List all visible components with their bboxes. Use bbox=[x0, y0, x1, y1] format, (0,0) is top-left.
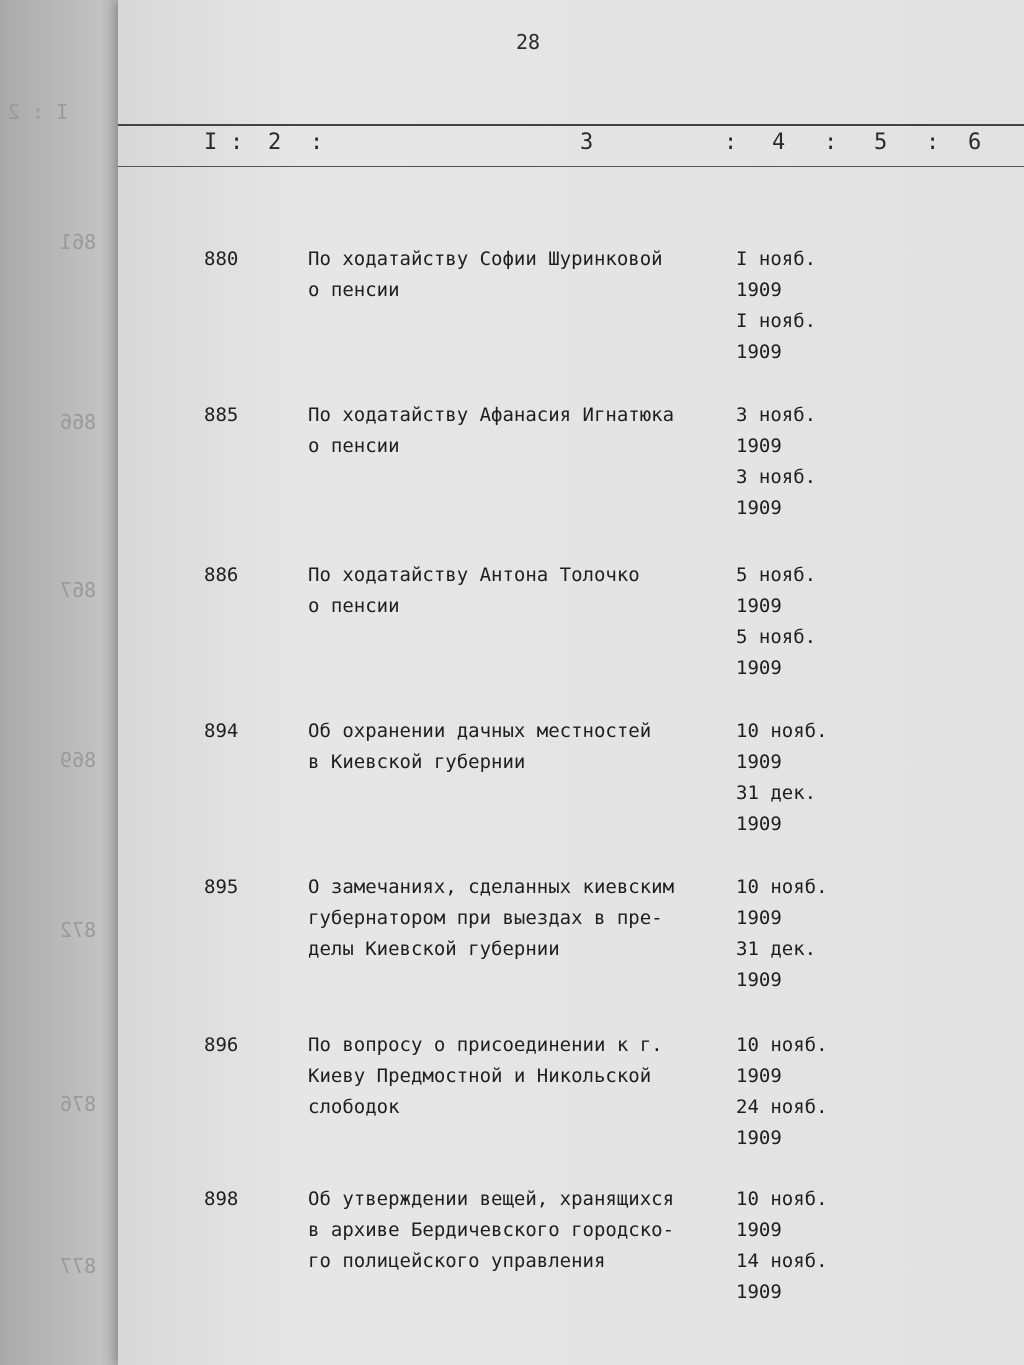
column-header-5: 5 bbox=[874, 130, 889, 155]
date-start: 5 нояб. bbox=[736, 564, 817, 586]
date-end: 31 дек. bbox=[736, 938, 817, 960]
ghost-number: 861 bbox=[60, 230, 97, 254]
header-top-rule bbox=[118, 124, 1024, 126]
header-bottom-rule bbox=[118, 166, 1024, 167]
year-start: 1909 bbox=[736, 751, 782, 773]
record-dates bbox=[736, 1184, 846, 1308]
record-dates bbox=[736, 560, 846, 684]
column-separator: : bbox=[824, 130, 839, 155]
year-end: 1909 bbox=[736, 813, 782, 835]
date-end: 14 нояб. bbox=[736, 1250, 828, 1272]
column-separator: : bbox=[230, 130, 245, 155]
record-title: О замечаниях, сделанных киевским губернатором при выездах в пре- делы Киевской губернии bbox=[308, 876, 675, 960]
year-start: 1909 bbox=[736, 1219, 782, 1241]
record-number: 898 bbox=[204, 1188, 239, 1210]
record-number: 896 bbox=[204, 1034, 239, 1056]
page-number: 28 bbox=[516, 30, 541, 54]
ghost-number: 877 bbox=[60, 1254, 97, 1278]
date-end: 31 дек. bbox=[736, 782, 817, 804]
record-title: По ходатайству Афанасия Игнатюка о пенсии bbox=[308, 404, 675, 457]
column-header-3: 3 bbox=[580, 130, 595, 155]
document-page bbox=[118, 0, 1024, 1365]
column-separator: : bbox=[310, 130, 325, 155]
date-start: I нояб. bbox=[736, 248, 817, 270]
year-start: 1909 bbox=[736, 595, 782, 617]
record-number: 894 bbox=[204, 720, 239, 742]
record-number: 886 bbox=[204, 564, 239, 586]
date-end: 24 нояб. bbox=[736, 1096, 828, 1118]
record-title: По ходатайству Софии Шуринковой о пенсии bbox=[308, 248, 663, 301]
year-end: 1909 bbox=[736, 657, 782, 679]
year-end: 1909 bbox=[736, 497, 782, 519]
record-number: 880 bbox=[204, 248, 239, 270]
year-start: 1909 bbox=[736, 1065, 782, 1087]
date-start: 3 нояб. bbox=[736, 404, 817, 426]
ghost-header: I : 2 bbox=[8, 100, 69, 124]
column-header-6: 6 bbox=[968, 130, 983, 155]
date-start: 10 нояб. bbox=[736, 876, 828, 898]
date-end: 3 нояб. bbox=[736, 466, 817, 488]
record-number: 885 bbox=[204, 404, 239, 426]
date-end: 5 нояб. bbox=[736, 626, 817, 648]
ghost-number: 866 bbox=[60, 410, 97, 434]
record-dates bbox=[736, 1030, 846, 1154]
record-number: 895 bbox=[204, 876, 239, 898]
record-title: Об утверждении вещей, хранящихся в архиве Бердичевского городско- го полицейского управления bbox=[308, 1188, 675, 1272]
date-end: I нояб. bbox=[736, 310, 817, 332]
year-end: 1909 bbox=[736, 969, 782, 991]
year-start: 1909 bbox=[736, 435, 782, 457]
year-start: 1909 bbox=[736, 279, 782, 301]
year-end: 1909 bbox=[736, 341, 782, 363]
ghost-number: 872 bbox=[60, 918, 97, 942]
record-title: Об охранении дачных местностей в Киевской губернии bbox=[308, 720, 652, 773]
year-start: 1909 bbox=[736, 907, 782, 929]
record-dates bbox=[736, 400, 846, 524]
column-header-2: 2 bbox=[268, 130, 283, 155]
ghost-number: 876 bbox=[60, 1092, 97, 1116]
column-header-4: 4 bbox=[772, 130, 787, 155]
record-dates bbox=[736, 872, 846, 996]
date-start: 10 нояб. bbox=[736, 1188, 828, 1210]
record-title: По ходатайству Антона Толочко о пенсии bbox=[308, 564, 640, 617]
column-separator: : bbox=[724, 130, 739, 155]
ghost-number: 867 bbox=[60, 578, 97, 602]
year-end: 1909 bbox=[736, 1281, 782, 1303]
year-end: 1909 bbox=[736, 1127, 782, 1149]
column-header-1: I bbox=[204, 130, 219, 155]
record-dates bbox=[736, 716, 846, 840]
date-start: 10 нояб. bbox=[736, 1034, 828, 1056]
ghost-number: 869 bbox=[60, 748, 97, 772]
date-start: 10 нояб. bbox=[736, 720, 828, 742]
record-title: По вопросу о присоединении к г. Киеву Предмостной и Никольской слободок bbox=[308, 1034, 663, 1118]
column-separator: : bbox=[926, 130, 941, 155]
record-dates bbox=[736, 244, 846, 368]
